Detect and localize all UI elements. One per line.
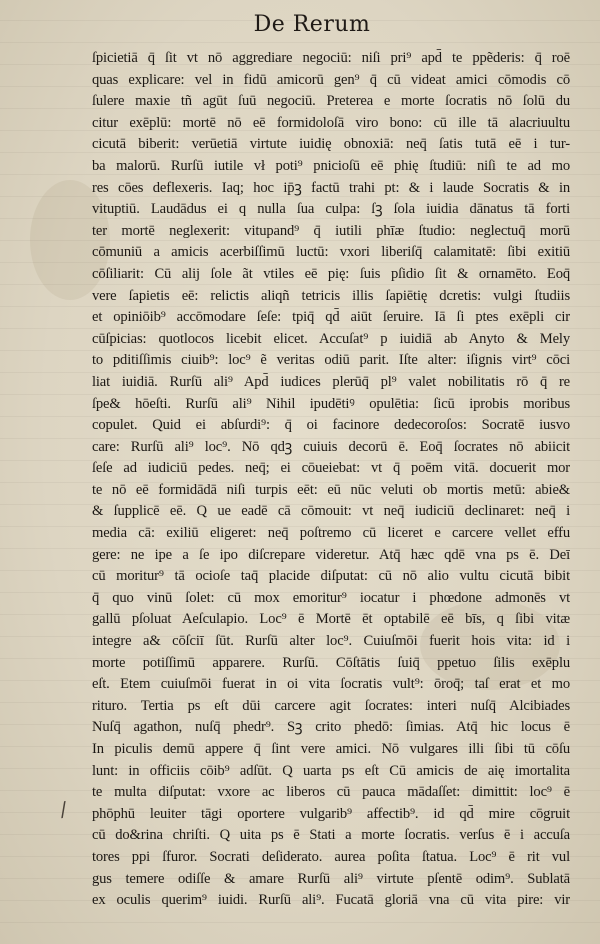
text-block (92, 48, 570, 912)
text-line: ba malorū. Rurſū iutile vł poti⁹ pnicioſū eē phię ſtudiū: niſi te ad mo (92, 157, 570, 174)
text-line: ſpe& hōeſti. Rurſū ali⁹ Nihil ipudētiꝰ opulētia: ſicū iprobis moribus (92, 395, 570, 412)
text-line: cūſpicias: quotlocos licebit elicet. Accuſat⁹ p iuidiā ab Anyto & Mely (92, 330, 570, 347)
text-line: cōmuniū a amicis acerbiſſimū luctū: vxori liberiſq̄ calamitatē: ſibi exitiū (92, 244, 570, 261)
margin-note: / (58, 796, 69, 822)
text-line: ſulere maxie tñ agūt ſuū negociū. Preterea e morte ſocratis nō ſolū du (92, 93, 570, 110)
text-line: gallū pſoluat Aeſculapio. Loc⁹ ē Mortē ēt optabilē eē bīs, q ſibi vitæ (92, 611, 570, 628)
text-line: gere: ne ipe a ſe ipo diſcrepare videretur. Atq̄ hæc qdē vna ps ē. Deī (92, 546, 570, 563)
text-line: q̄ quo vinū ſolet: cū mox emoritur⁹ iocatur i phœdone admonēs vt (92, 589, 570, 606)
text-line: lunt: in officiis cōib⁹ adſūt. Q uarta ps eſt Cū amicis de aię imortalita (92, 762, 570, 779)
text-line: In piculis demū appere q̄ ſint vere amici. Nō vulgares illi ſibi tū cōſu (92, 741, 570, 757)
text-line: liat iuidiā. Rurſū ali⁹ Apd̄ iudices plerūq̄ pl⁹ valet nobilitatis rō q̄ re (92, 373, 570, 390)
text-line: to pditiſſimis ciuib⁹: loc⁹ ẽ veritas odiū parit. Iſte alter: iſignis virt⁹ cōci (92, 352, 570, 369)
text-line: ex oculis querim⁹ iuidi. Rurſū ali⁹. Fucatā gloriā vna cū vita pire: vir (92, 892, 570, 909)
text-line: quas explicare: vel in fidū amicorū gen⁹ q̄ cū videat amici cōmodis cō (92, 71, 570, 88)
text-line: Nuſq̄ agathon, nuſq̄ phedr⁹. Sꝫ crito phedō: ſimias. Atq̄ hic locus ē (92, 719, 570, 736)
text-line: et opiniōib⁹ accōmodare ſeſe: tpiq̄ qd̄ aiūt ſeruire. Iā ſi ptes exēpli cir (92, 309, 570, 326)
text-line: vituptiū. Laudādus ei q nulla ſua culpa: ſꝫ ſola iuidia dānatus tā forti (92, 201, 570, 218)
text-line: ſeſe ad iudiciū pedes. neq̄; ei cōueiebat: vt q̄ poēm vitā. docuerit mor (92, 460, 570, 477)
running-head: De Rerum (253, 12, 371, 37)
text-line: gus temere odiſſe & amare Rurſū ali⁹ virtute pſentē odim⁹. Sublatā (92, 870, 570, 887)
text-line: & ſupplicē eē. Q ue eadē cā cōmouit: vt neq̄ iudiciū declinaret: neq̄ i (92, 503, 570, 520)
text-line: copulet. Quid ei abſurdi⁹: q̄ oi facinore dedecoroſos: Socratē iusvo (92, 417, 570, 434)
text-line: te multa diſputat: vxore ac liberos cū pauca mādaſſet: dimittit: loc⁹ ē (92, 784, 570, 801)
text-line: integre a& cōſciī ſūt. Rurſū alter loc⁹. Cuiuſmōi fuerit hois vita: id i (92, 633, 570, 650)
text-line: care: Rurſū ali⁹ loc⁹. Nō qdꝫ cuiuis decorū ē. Eoq̄ ſocrates nō abiicit (92, 438, 570, 455)
text-line: media cā: exiliū eligeret: neq̄ poſtremo cū liceret e carcere vellet effu (92, 525, 570, 542)
text-line: cū do&rina chriſti. Q uita ps ē Stati a morte ſocratis. verſus ē i accuſa (92, 827, 570, 844)
text-line: te nō eē formidādā niſi turpis eēt: eū nūc veluti ob mortis metū: abie& (92, 481, 570, 498)
text-line: morte potiſſimū apparere. Rurſū. Cōſtātis ſuiq̄ ppetuo ſilis exēplu (92, 654, 570, 671)
text-line: rituro. Tertia ps eſt dūi carcere agit ſocrates: interi nuſq̄ Alcibiades (92, 697, 570, 714)
text-line: res cōes deflexeris. Iaq; hoc ip̄ꝫ factū trahi pt: & i laude Socratis & in (92, 179, 570, 196)
text-line: cicutā biberit: verūetiā virtute iuidię obnoxiā: neq̄ ſatis tutā eē i tur- (92, 136, 570, 153)
text-line: ter mortē neglexerit: vitupand⁹ q̄ iutili phīæ ſtudio: neglectuq̄ morū (92, 222, 570, 239)
text-line: cōſiliarit: Cū alij ſole ãt vtiles eē pię: ſuis pſidio ſit & ornamēto. Eoq̄ (92, 265, 570, 282)
text-line: cū moritur⁹ tā ocioſe taq̄ placide diſputat: cū nō alio vultu cicutā bibit (92, 568, 570, 585)
text-line: phōphū leuiter tāgi oportere vulgarib⁹ affectib⁹. id qd̄ mire cōgruit (92, 805, 570, 822)
text-line: citur exēplū: mortē nō eē formidoloſā viro bono: cū ille tā alacriuultu (92, 114, 570, 131)
text-line: tores ppi ſfuror. Socrati deſiderato. aurea poſita ſtatua. Loc⁹ ē rit vul (92, 848, 570, 865)
text-line: eſt. Etem cuiuſmōi fuerat in oi vita ſocratis vult⁹: ōroq̄; taſ erat et mo (92, 676, 570, 693)
text-line: ſpicietiā q̄ ſit vt nō aggrediare negociū: niſi pri⁹ apd̄ te ppẽderis: q̄ roē (92, 50, 570, 66)
text-line: vere ſapietis eē: relictis aliqñ tetricis illis ſapiētię dcretis: vulgi ſtudiis (92, 287, 570, 304)
page-header (0, 12, 600, 37)
